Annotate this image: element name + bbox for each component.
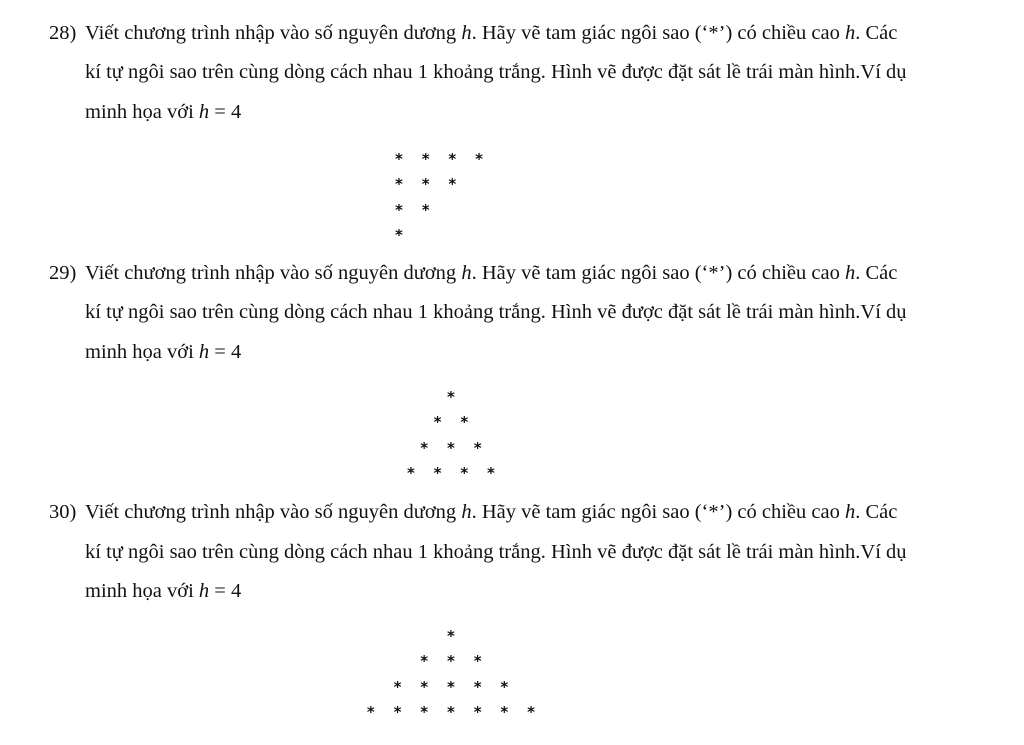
star-glyph: * xyxy=(395,225,403,244)
star-glyph: * xyxy=(487,463,495,482)
text-segment: = 4 xyxy=(214,101,242,123)
text-segment: . Các xyxy=(855,262,898,284)
variable-h: h xyxy=(844,501,856,523)
star-glyph: * xyxy=(448,150,457,168)
star-glyph: * xyxy=(473,652,482,671)
star-glyph: * xyxy=(406,463,415,482)
text-segment: = 4 xyxy=(214,341,242,363)
star-glyph: * xyxy=(433,413,442,432)
problem-text-line-3 xyxy=(85,579,241,603)
star-glyph: * xyxy=(527,702,535,721)
star-glyph: * xyxy=(447,627,455,645)
star-glyph: * xyxy=(447,388,455,406)
star-glyph: * xyxy=(473,702,482,721)
star-glyph: * xyxy=(475,150,483,168)
text-segment: Viết chương trình nhập vào số nguyên dương xyxy=(85,262,457,284)
problem-text-line-3 xyxy=(85,340,241,364)
problem-text-line-2: kí tự ngôi sao trên cùng dòng cách nhau 1 khoảng trắng. Hình vẽ được đặt sát lề trái màn hình.Ví dụ xyxy=(85,541,907,563)
star-glyph: * xyxy=(393,677,402,696)
variable-h: h xyxy=(198,341,210,363)
star-glyph: * xyxy=(420,677,429,696)
text-segment: minh họa với xyxy=(85,101,194,123)
star-glyph: * xyxy=(447,677,455,696)
variable-h: h xyxy=(461,262,472,284)
problem-number: 30) xyxy=(49,501,77,523)
variable-h: h xyxy=(198,101,210,123)
star-glyph: * xyxy=(460,413,469,432)
text-segment: . Hãy vẽ tam giác ngôi sao (‘*’) có chiều cao xyxy=(471,262,840,284)
star-glyph: * xyxy=(420,652,429,671)
text-segment: Viết chương trình nhập vào số nguyên dương xyxy=(85,22,457,44)
star-glyph: * xyxy=(366,702,375,721)
star-glyph: * xyxy=(460,463,469,482)
star-glyph: * xyxy=(421,200,430,219)
text-segment: minh họa với xyxy=(85,580,194,602)
star-glyph: * xyxy=(473,438,482,457)
text-segment: . Hãy vẽ tam giác ngôi sao (‘*’) có chiều cao xyxy=(471,501,840,523)
variable-h: h xyxy=(461,501,472,523)
variable-h: h xyxy=(461,22,472,44)
star-glyph: * xyxy=(421,150,430,168)
text-segment: . Hãy vẽ tam giác ngôi sao (‘*’) có chiều cao xyxy=(471,22,840,44)
star-glyph: * xyxy=(393,702,402,721)
problem-text-line-1 xyxy=(85,261,897,285)
variable-h: h xyxy=(198,580,210,602)
text-segment: . Các xyxy=(855,22,898,44)
star-glyph: * xyxy=(447,652,455,671)
star-glyph: * xyxy=(395,150,403,168)
star-glyph: * xyxy=(420,438,429,457)
star-glyph: * xyxy=(447,702,455,721)
text-segment: minh họa với xyxy=(85,341,194,363)
variable-h: h xyxy=(844,262,856,284)
problem-text-line-2: kí tự ngôi sao trên cùng dòng cách nhau 1 khoảng trắng. Hình vẽ được đặt sát lề trái màn hình.Ví dụ xyxy=(85,301,907,323)
star-glyph: * xyxy=(395,200,403,219)
text-segment: = 4 xyxy=(214,580,242,602)
star-glyph: * xyxy=(421,175,430,194)
problem-number: 28) xyxy=(49,22,77,44)
problem-text-line-2: kí tự ngôi sao trên cùng dòng cách nhau 1 khoảng trắng. Hình vẽ được đặt sát lề trái màn hình.Ví dụ xyxy=(85,61,907,83)
star-glyph: * xyxy=(447,438,455,457)
problem-text-line-1 xyxy=(85,500,897,524)
star-glyph: * xyxy=(500,677,509,696)
text-segment: Viết chương trình nhập vào số nguyên dương xyxy=(85,501,457,523)
star-glyph: * xyxy=(473,677,482,696)
star-glyph: * xyxy=(395,175,403,194)
star-glyph: * xyxy=(500,702,509,721)
variable-h: h xyxy=(844,22,856,44)
star-glyph: * xyxy=(433,463,442,482)
star-glyph: * xyxy=(420,702,429,721)
problem-text-line-3 xyxy=(85,100,241,124)
star-glyph: * xyxy=(448,175,457,194)
problem-number: 29) xyxy=(49,262,77,284)
text-segment: . Các xyxy=(855,501,898,523)
